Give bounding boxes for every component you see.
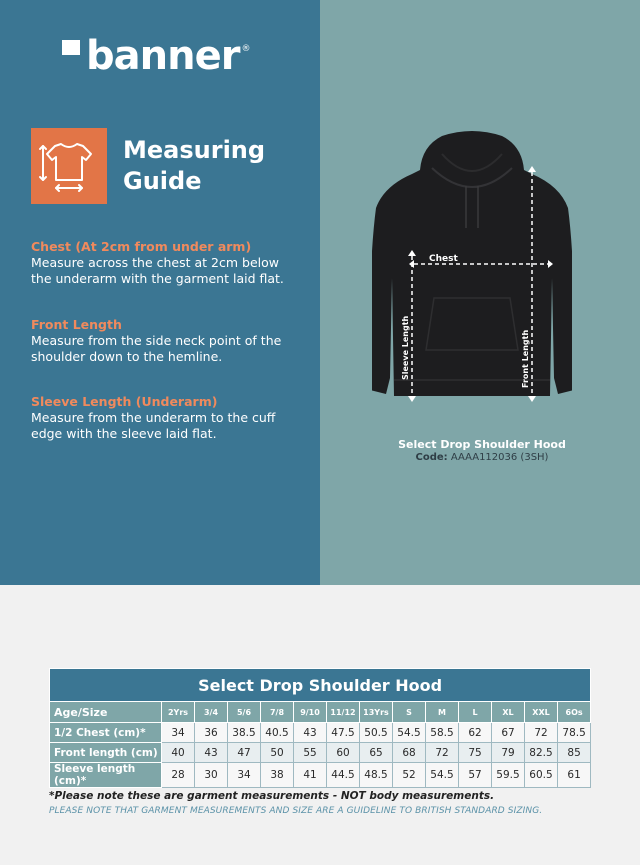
front-length-label: Front Length (521, 329, 530, 388)
table-cell: 40.5 (261, 723, 294, 743)
table-cell: 60 (327, 743, 360, 763)
table-cell: 57 (459, 763, 492, 788)
table-cell: 55 (294, 743, 327, 763)
size-table-title: Select Drop Shoulder Hood (50, 669, 591, 702)
table-cell: 40 (162, 743, 195, 763)
size-header: 6Os (558, 702, 591, 723)
sleeve-length-description: Measure from the underarm to the cuff edge with the sleeve laid flat. (31, 410, 276, 441)
size-table (49, 668, 591, 788)
table-cell: 61 (558, 763, 591, 788)
table-cell: 72 (525, 723, 558, 743)
size-header: 9/10 (294, 702, 327, 723)
size-header: XXL (525, 702, 558, 723)
code-label: Code: (415, 452, 448, 463)
size-header: XL (492, 702, 525, 723)
row-label: Sleeve length (cm)* (50, 763, 162, 788)
size-header: 5/6 (228, 702, 261, 723)
table-cell: 79 (492, 743, 525, 763)
table-cell: 65 (360, 743, 393, 763)
table-cell: 38.5 (228, 723, 261, 743)
table-cell: 72 (426, 743, 459, 763)
size-header: 7/8 (261, 702, 294, 723)
table-cell: 54.5 (426, 763, 459, 788)
table-row-chest (50, 723, 591, 743)
table-cell: 52 (393, 763, 426, 788)
size-header: M (426, 702, 459, 723)
table-cell: 82.5 (525, 743, 558, 763)
title-line-1: Measuring (123, 136, 266, 164)
row-label: 1/2 Chest (cm)* (50, 723, 162, 743)
chest-instruction (31, 239, 301, 287)
tshirt-measure-icon (31, 128, 107, 204)
chest-heading: Chest (At 2cm from under arm) (31, 239, 252, 254)
title-line-2: Guide (123, 167, 202, 195)
table-cell: 75 (459, 743, 492, 763)
table-cell: 43 (195, 743, 228, 763)
sizing-guideline-note: PLEASE NOTE THAT GARMENT MEASUREMENTS AND SIZE ARE A GUIDELINE TO BRITISH STANDARD SIZING. (49, 806, 543, 816)
table-cell: 38 (261, 763, 294, 788)
table-cell: 58.5 (426, 723, 459, 743)
table-cell: 50 (261, 743, 294, 763)
table-cell: 48.5 (360, 763, 393, 788)
left-panel (0, 0, 320, 585)
chest-label: Chest (429, 254, 458, 264)
garment-measurement-note: *Please note these are garment measurements - NOT body measurements. (49, 790, 495, 802)
chest-description: Measure across the chest at 2cm below the underarm with the garment laid flat. (31, 255, 284, 286)
banner-logo[interactable] (62, 33, 251, 79)
table-cell: 28 (162, 763, 195, 788)
hoodie-diagram (372, 128, 572, 408)
sleeve-length-instruction (31, 394, 301, 442)
size-header: 13Yrs (360, 702, 393, 723)
table-cell: 44.5 (327, 763, 360, 788)
front-length-heading: Front Length (31, 317, 122, 332)
sleeve-length-label: Sleeve Length (401, 315, 410, 380)
table-cell: 30 (195, 763, 228, 788)
size-header: 11/12 (327, 702, 360, 723)
size-header: 2Yrs (162, 702, 195, 723)
size-header: S (393, 702, 426, 723)
table-cell: 34 (228, 763, 261, 788)
table-cell: 62 (459, 723, 492, 743)
front-length-description: Measure from the side neck point of the shoulder down to the hemline. (31, 333, 282, 364)
row-label: Front length (cm) (50, 743, 162, 763)
table-cell: 47 (228, 743, 261, 763)
front-length-instruction (31, 317, 301, 365)
code-value: AAAA112036 (3SH) (450, 452, 549, 463)
size-header: L (459, 702, 492, 723)
table-cell: 78.5 (558, 723, 591, 743)
table-cell: 68 (393, 743, 426, 763)
sleeve-length-heading: Sleeve Length (Underarm) (31, 394, 218, 409)
table-cell: 36 (195, 723, 228, 743)
table-cell: 43 (294, 723, 327, 743)
logo-text: banner (86, 33, 240, 79)
table-cell: 60.5 (525, 763, 558, 788)
logo-square-icon (62, 40, 80, 55)
table-cell: 59.5 (492, 763, 525, 788)
table-cell: 47.5 (327, 723, 360, 743)
table-row-sleeve-length (50, 763, 591, 788)
table-cell: 67 (492, 723, 525, 743)
product-code (360, 452, 604, 463)
age-size-label: Age/Size (50, 702, 162, 723)
size-header-row (50, 702, 591, 723)
tshirt-icon (37, 134, 101, 198)
table-cell: 54.5 (393, 723, 426, 743)
table-cell: 50.5 (360, 723, 393, 743)
page-title (123, 135, 265, 197)
registered-mark: ® (241, 44, 251, 54)
product-name: Select Drop Shoulder Hood (398, 438, 566, 451)
table-cell: 85 (558, 743, 591, 763)
table-row-front-length (50, 743, 591, 763)
table-cell: 34 (162, 723, 195, 743)
size-header: 3/4 (195, 702, 228, 723)
table-cell: 41 (294, 763, 327, 788)
